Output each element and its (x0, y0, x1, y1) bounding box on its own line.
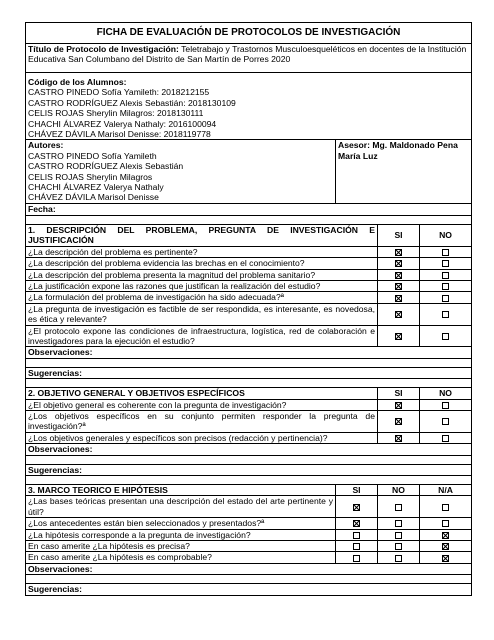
si-checkbox[interactable] (353, 532, 360, 539)
student-codes (26, 77, 472, 140)
col-na: N/A (420, 485, 472, 496)
protocol-text: Teletrabajo y Trastornos Musculoesqueléticos en docentes de la Institución Educativa San Columbano del Distrito de San Martín de Porres 2020 (28, 44, 467, 65)
no-checkbox[interactable] (442, 249, 449, 256)
col-no: NO (420, 388, 472, 399)
section3-title: 3. MARCO TEORICO E HIPÓTESIS (26, 485, 336, 496)
na-checkbox[interactable] (442, 555, 449, 562)
student-code-line: CHACHI ÁLVAREZ Valerya Nathaly: 2016100094 (28, 118, 217, 129)
question-row (26, 303, 472, 325)
question-row (26, 269, 472, 280)
no-checkbox[interactable] (442, 418, 449, 425)
question-text: ¿La pregunta de investigación es factible de ser respondida, es interesante, es novedosa, es ética y relevante? (26, 303, 378, 325)
si-checkbox[interactable] (395, 311, 402, 318)
evaluation-form (25, 22, 471, 596)
no-checkbox[interactable] (442, 402, 449, 409)
student-code-line: CASTRO PINEDO Sofía Yamileth: 2018212155 (28, 87, 210, 98)
question-row (26, 541, 472, 552)
col-no: NO (420, 224, 472, 246)
author-line: CASTRO RODRÍGUEZ Alexis Sebastián (28, 161, 184, 172)
si-checkbox[interactable] (395, 418, 402, 425)
question-text: ¿Los antecedentes están bien seleccionados y presentados?ª (26, 518, 336, 529)
question-text: ¿El protocolo expone las condiciones de infraestructura, logística, red de colaboración e investigadores para la ejecución el estudio? (26, 325, 378, 347)
no-checkbox[interactable] (442, 435, 449, 442)
authors (26, 140, 336, 203)
na-checkbox[interactable] (442, 543, 449, 550)
question-row (26, 496, 472, 518)
question-text: ¿La descripción del problema presenta la magnitud del problema sanitario? (26, 269, 378, 280)
codes-label: Código de los Alumnos: (28, 77, 127, 87)
authors-label: Autores: (28, 140, 64, 151)
si-checkbox[interactable] (395, 295, 402, 302)
si-checkbox[interactable] (395, 435, 402, 442)
question-text: ¿La descripción del problema es pertinente? (26, 246, 378, 257)
col-si: SI (378, 224, 420, 246)
student-code-line: CHÁVEZ DÁVILA Marisol Denisse: 2018119778 (28, 129, 211, 140)
question-text: ¿La descripción del problema evidencia las brechas en el conocimiento? (26, 258, 378, 269)
suggestions-label: Sugerencias: (26, 464, 472, 475)
si-checkbox[interactable] (353, 555, 360, 562)
question-row (26, 432, 472, 443)
question-text: ¿La hipótesis corresponde a la pregunta de investigación? (26, 529, 336, 540)
question-text: ¿Las bases teóricas presentan una descripción del estado del arte pertinente y útil? (26, 496, 336, 518)
col-no: NO (378, 485, 420, 496)
question-row (26, 552, 472, 563)
question-row (26, 410, 472, 432)
no-checkbox[interactable] (395, 520, 402, 527)
si-checkbox[interactable] (353, 520, 360, 527)
si-checkbox[interactable] (395, 272, 402, 279)
section2-title: 2. OBJETIVO GENERAL Y OBJETIVOS ESPECÍFICOS (26, 388, 378, 399)
no-checkbox[interactable] (395, 504, 402, 511)
col-si: SI (378, 388, 420, 399)
question-text: ¿El objetivo general es coherente con la pregunta de investigación? (26, 399, 378, 410)
observations-label: Observaciones: (26, 444, 472, 455)
question-text: ¿La justificación expone las razones que justifican la realización del estudio? (26, 280, 378, 291)
question-row (26, 280, 472, 291)
question-row (26, 518, 472, 529)
date-field: Fecha: (26, 203, 472, 215)
no-checkbox[interactable] (442, 283, 449, 290)
question-text: ¿La formulación del problema de investigación ha sido adecuada?ª (26, 292, 378, 303)
question-row (26, 529, 472, 540)
si-checkbox[interactable] (395, 333, 402, 340)
observations-label: Observaciones: (26, 563, 472, 574)
question-text: En caso amerite ¿La hipótesis es comprobable? (26, 552, 336, 563)
si-checkbox[interactable] (395, 249, 402, 256)
suggestions-label: Sugerencias: (26, 367, 472, 378)
observations-label: Observaciones: (26, 347, 472, 358)
na-checkbox[interactable] (442, 504, 449, 511)
suggestions-label: Sugerencias: (26, 584, 472, 595)
advisor: Asesor: Mg. Maldonado Pena María Luz (336, 140, 472, 203)
question-row (26, 399, 472, 410)
si-checkbox[interactable] (353, 543, 360, 550)
section1-title: 1. DESCRIPCIÓN DEL PROBLEMA, PREGUNTA DE INVESTIGACIÓN E JUSTIFICACIÓN (26, 224, 378, 246)
author-line: CELIS ROJAS Sherylin Milagros (28, 171, 153, 182)
question-row (26, 246, 472, 257)
protocol-title (26, 44, 472, 73)
question-text: ¿Los objetivos generales y específicos son precisos (redacción y pertinencia)? (26, 432, 378, 443)
no-checkbox[interactable] (442, 311, 449, 318)
no-checkbox[interactable] (442, 295, 449, 302)
question-row (26, 292, 472, 303)
question-row (26, 325, 472, 347)
no-checkbox[interactable] (395, 555, 402, 562)
student-code-line: CELIS ROJAS Sherylin Milagros: 2018130111 (28, 108, 204, 119)
question-text: ¿Los objetivos específicos en su conjunto permiten responder la pregunta de investigación?ª (26, 410, 378, 432)
na-checkbox[interactable] (442, 520, 449, 527)
si-checkbox[interactable] (395, 260, 402, 267)
no-checkbox[interactable] (442, 260, 449, 267)
student-code-line: CASTRO RODRÍGUEZ Alexis Sebastián: 2018130109 (28, 97, 236, 108)
no-checkbox[interactable] (442, 272, 449, 279)
no-checkbox[interactable] (395, 532, 402, 539)
na-checkbox[interactable] (442, 532, 449, 539)
question-row (26, 258, 472, 269)
si-checkbox[interactable] (395, 402, 402, 409)
author-line: CHACHI ÁLVAREZ Valerya Nathaly (28, 182, 164, 193)
author-line: CASTRO PINEDO Sofía Yamileth (28, 150, 157, 161)
author-line: CHÁVEZ DÁVILA Marisol Denisse (28, 192, 159, 203)
form-title: FICHA DE EVALUACIÓN DE PROTOCOLOS DE INVESTIGACIÓN (26, 23, 472, 44)
protocol-label: Título de Protocolo de Investigación: (28, 44, 179, 54)
form-table (25, 22, 472, 596)
si-checkbox[interactable] (353, 504, 360, 511)
col-si: SI (336, 485, 378, 496)
no-checkbox[interactable] (442, 333, 449, 340)
si-checkbox[interactable] (395, 283, 402, 290)
question-text: En caso amerite ¿La hipótesis es precisa? (26, 541, 336, 552)
no-checkbox[interactable] (395, 543, 402, 550)
